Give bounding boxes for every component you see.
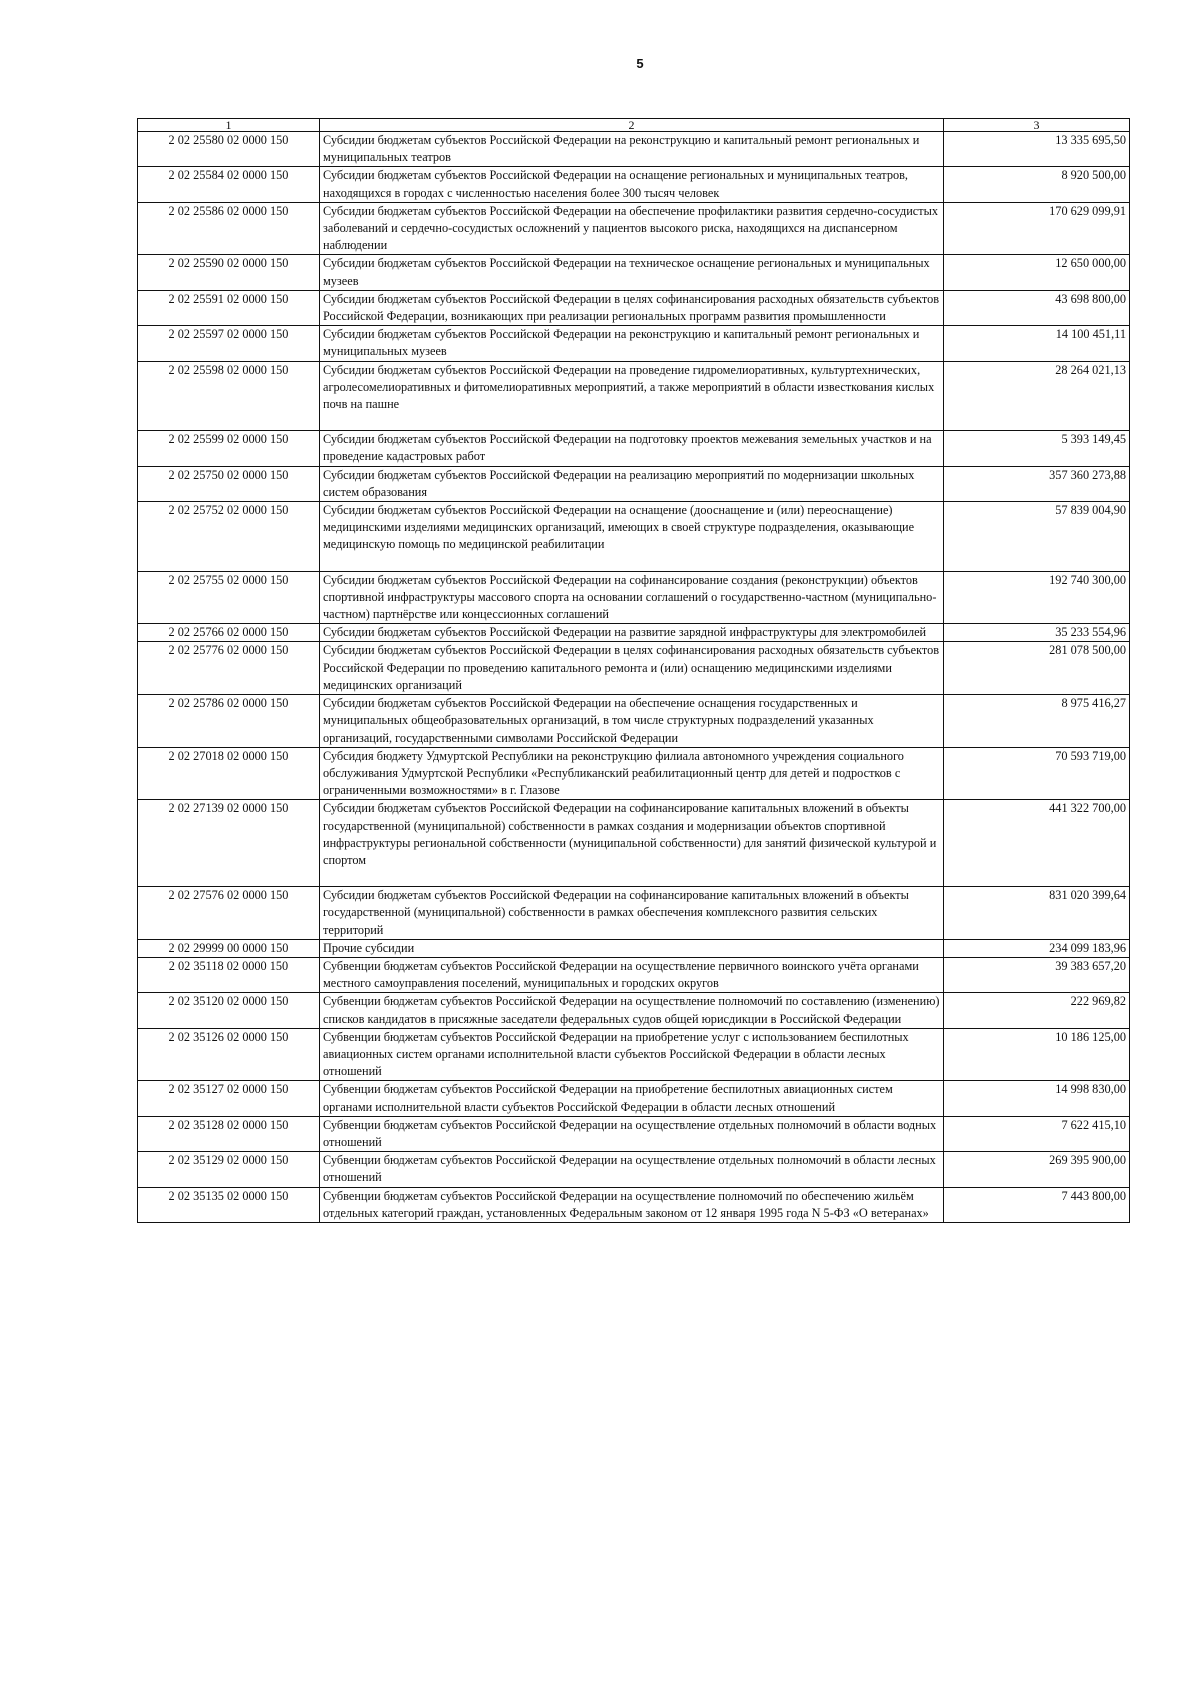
budget-code-cell: 2 02 25590 02 0000 150 bbox=[138, 255, 320, 290]
table-row bbox=[138, 1028, 1130, 1081]
budget-code-cell: 2 02 35120 02 0000 150 bbox=[138, 993, 320, 1028]
description-cell: Субвенции бюджетам субъектов Российской Федерации на осуществление отдельных полномочий в области водных отношений bbox=[320, 1116, 944, 1151]
budget-code-cell: 2 02 35128 02 0000 150 bbox=[138, 1116, 320, 1151]
description-cell: Субвенции бюджетам субъектов Российской Федерации на осуществление полномочий по составлению (изменению) списков кандидатов в присяжные заседатели федеральных судов общей юрисдикции в Российской Федерации bbox=[320, 993, 944, 1028]
amount-cell: 170 629 099,91 bbox=[944, 202, 1130, 255]
table-row bbox=[138, 290, 1130, 325]
description-cell: Субсидия бюджету Удмуртской Республики на реконструкцию филиала автономного учреждения социального обслуживания Удмуртской Республики «Республиканский реабилитационный центр для детей и подростков с ограниченными возможностями» в г. Глазове bbox=[320, 747, 944, 800]
amount-cell: 35 233 554,96 bbox=[944, 624, 1130, 642]
table-header-row bbox=[138, 119, 1130, 132]
table-row bbox=[138, 326, 1130, 361]
description-cell: Субсидии бюджетам субъектов Российской Федерации на софинансирование создания (реконструкции) объектов спортивной инфраструктуры массового спорта на основании соглашений о государственно-частном (муниципально-частном) партнёрстве или концессионных соглашений bbox=[320, 571, 944, 624]
table-row bbox=[138, 571, 1130, 624]
table-row bbox=[138, 502, 1130, 572]
table-row bbox=[138, 255, 1130, 290]
table-row bbox=[138, 695, 1130, 748]
budget-code-cell: 2 02 35129 02 0000 150 bbox=[138, 1152, 320, 1187]
amount-cell: 10 186 125,00 bbox=[944, 1028, 1130, 1081]
column-header-description: 2 bbox=[320, 119, 944, 132]
budget-code-cell: 2 02 25766 02 0000 150 bbox=[138, 624, 320, 642]
table-row bbox=[138, 202, 1130, 255]
budget-code-cell: 2 02 27018 02 0000 150 bbox=[138, 747, 320, 800]
description-cell: Субсидии бюджетам субъектов Российской Федерации на обеспечение профилактики развития сердечно-сосудистых заболеваний и сердечно-сосудистых осложнений у пациентов высокого риска, находящихся на диспансерном наблюдении bbox=[320, 202, 944, 255]
description-cell: Субсидии бюджетам субъектов Российской Федерации в целях софинансирования расходных обязательств субъектов Российской Федерации по проведению капитального ремонта и (или) оснащению медицинскими изделиями медицинских организаций bbox=[320, 642, 944, 695]
budget-code-cell: 2 02 25786 02 0000 150 bbox=[138, 695, 320, 748]
amount-cell: 12 650 000,00 bbox=[944, 255, 1130, 290]
table-row bbox=[138, 1187, 1130, 1222]
budget-code-cell: 2 02 27576 02 0000 150 bbox=[138, 887, 320, 940]
description-cell: Субвенции бюджетам субъектов Российской Федерации на осуществление полномочий по обеспечению жильём отдельных категорий граждан, установленных Федеральным законом от 12 января 1995 года N 5-ФЗ «О ветеранах» bbox=[320, 1187, 944, 1222]
amount-cell: 14 100 451,11 bbox=[944, 326, 1130, 361]
amount-cell: 357 360 273,88 bbox=[944, 466, 1130, 501]
description-cell: Субсидии бюджетам субъектов Российской Федерации на софинансирование капитальных вложений в объекты государственной (муниципальной) собственности в рамках создания и модернизации объектов спортивной инфраструктуры региональной собственности (муниципальной собственности) для занятий физической культурой и спортом bbox=[320, 800, 944, 887]
table-row bbox=[138, 624, 1130, 642]
description-cell: Субсидии бюджетам субъектов Российской Федерации на подготовку проектов межевания земельных участков и на проведение кадастровых работ bbox=[320, 431, 944, 466]
amount-cell: 831 020 399,64 bbox=[944, 887, 1130, 940]
budget-code-cell: 2 02 25755 02 0000 150 bbox=[138, 571, 320, 624]
table-row bbox=[138, 939, 1130, 957]
description-cell: Субсидии бюджетам субъектов Российской Федерации на реконструкцию и капитальный ремонт региональных и муниципальных театров bbox=[320, 132, 944, 167]
table-row bbox=[138, 887, 1130, 940]
table-row bbox=[138, 361, 1130, 431]
amount-cell: 192 740 300,00 bbox=[944, 571, 1130, 624]
budget-code-cell: 2 02 25776 02 0000 150 bbox=[138, 642, 320, 695]
amount-cell: 8 975 416,27 bbox=[944, 695, 1130, 748]
description-cell: Субсидии бюджетам субъектов Российской Федерации на реконструкцию и капитальный ремонт региональных и муниципальных музеев bbox=[320, 326, 944, 361]
description-cell: Субсидии бюджетам субъектов Российской Федерации на реализацию мероприятий по модернизации школьных систем образования bbox=[320, 466, 944, 501]
table-body bbox=[138, 132, 1130, 1223]
table-row bbox=[138, 431, 1130, 466]
description-cell: Субвенции бюджетам субъектов Российской Федерации на осуществление первичного воинского учёта органами местного самоуправления поселений, муниципальных и городских округов bbox=[320, 957, 944, 992]
budget-code-cell: 2 02 25598 02 0000 150 bbox=[138, 361, 320, 431]
budget-code-cell: 2 02 25750 02 0000 150 bbox=[138, 466, 320, 501]
amount-cell: 14 998 830,00 bbox=[944, 1081, 1130, 1116]
table-row bbox=[138, 642, 1130, 695]
table-row bbox=[138, 957, 1130, 992]
description-cell: Субсидии бюджетам субъектов Российской Федерации на проведение гидромелиоративных, культуртехнических, агролесомелиоративных и фитомелиоративных мероприятий, а также мероприятий в области известкования кислых почв на пашне bbox=[320, 361, 944, 431]
amount-cell: 57 839 004,90 bbox=[944, 502, 1130, 572]
amount-cell: 7 443 800,00 bbox=[944, 1187, 1130, 1222]
amount-cell: 28 264 021,13 bbox=[944, 361, 1130, 431]
budget-code-cell: 2 02 25586 02 0000 150 bbox=[138, 202, 320, 255]
column-header-amount: 3 bbox=[944, 119, 1130, 132]
amount-cell: 269 395 900,00 bbox=[944, 1152, 1130, 1187]
budget-code-cell: 2 02 35135 02 0000 150 bbox=[138, 1187, 320, 1222]
description-cell: Субсидии бюджетам субъектов Российской Федерации в целях софинансирования расходных обязательств субъектов Российской Федерации, возникающих при реализации региональных программ развития промышленности bbox=[320, 290, 944, 325]
amount-cell: 441 322 700,00 bbox=[944, 800, 1130, 887]
budget-code-cell: 2 02 25584 02 0000 150 bbox=[138, 167, 320, 202]
description-cell: Субсидии бюджетам субъектов Российской Федерации на развитие зарядной инфраструктуры для электромобилей bbox=[320, 624, 944, 642]
budget-code-cell: 2 02 25599 02 0000 150 bbox=[138, 431, 320, 466]
budget-code-cell: 2 02 35127 02 0000 150 bbox=[138, 1081, 320, 1116]
table-row bbox=[138, 800, 1130, 887]
amount-cell: 234 099 183,96 bbox=[944, 939, 1130, 957]
table-row bbox=[138, 1081, 1130, 1116]
description-cell: Субсидии бюджетам субъектов Российской Федерации на оснащение (дооснащение и (или) переоснащение) медицинскими изделиями медицинских организаций, имеющих в своей структуре подразделения, оказывающие медицинскую помощь по медицинской реабилитации bbox=[320, 502, 944, 572]
amount-cell: 13 335 695,50 bbox=[944, 132, 1130, 167]
amount-cell: 70 593 719,00 bbox=[944, 747, 1130, 800]
description-cell: Субсидии бюджетам субъектов Российской Федерации на оснащение региональных и муниципальных театров, находящихся в городах с численностью населения более 300 тысяч человек bbox=[320, 167, 944, 202]
page-number: 5 bbox=[636, 56, 644, 71]
description-cell: Субвенции бюджетам субъектов Российской Федерации на приобретение беспилотных авиационных систем органами исполнительной власти субъектов Российской Федерации в области лесных отношений bbox=[320, 1081, 944, 1116]
amount-cell: 43 698 800,00 bbox=[944, 290, 1130, 325]
table-row bbox=[138, 167, 1130, 202]
table-row bbox=[138, 132, 1130, 167]
amount-cell: 39 383 657,20 bbox=[944, 957, 1130, 992]
description-cell: Субсидии бюджетам субъектов Российской Федерации на софинансирование капитальных вложений в объекты государственной (муниципальной) собственности в рамках обеспечения комплексного развития сельских территорий bbox=[320, 887, 944, 940]
description-cell: Прочие субсидии bbox=[320, 939, 944, 957]
budget-code-cell: 2 02 27139 02 0000 150 bbox=[138, 800, 320, 887]
amount-cell: 222 969,82 bbox=[944, 993, 1130, 1028]
amount-cell: 281 078 500,00 bbox=[944, 642, 1130, 695]
description-cell: Субвенции бюджетам субъектов Российской Федерации на приобретение услуг с использованием беспилотных авиационных систем органами исполнительной власти субъектов Российской Федерации в области лесных отношений bbox=[320, 1028, 944, 1081]
budget-code-cell: 2 02 29999 00 0000 150 bbox=[138, 939, 320, 957]
budget-code-cell: 2 02 25591 02 0000 150 bbox=[138, 290, 320, 325]
amount-cell: 7 622 415,10 bbox=[944, 1116, 1130, 1151]
budget-code-cell: 2 02 35118 02 0000 150 bbox=[138, 957, 320, 992]
budget-code-cell: 2 02 25597 02 0000 150 bbox=[138, 326, 320, 361]
table-row bbox=[138, 1116, 1130, 1151]
amount-cell: 5 393 149,45 bbox=[944, 431, 1130, 466]
column-header-code: 1 bbox=[138, 119, 320, 132]
table-row bbox=[138, 747, 1130, 800]
table-row bbox=[138, 1152, 1130, 1187]
description-cell: Субсидии бюджетам субъектов Российской Федерации на техническое оснащение региональных и муниципальных музеев bbox=[320, 255, 944, 290]
description-cell: Субвенции бюджетам субъектов Российской Федерации на осуществление отдельных полномочий в области лесных отношений bbox=[320, 1152, 944, 1187]
budget-code-cell: 2 02 25580 02 0000 150 bbox=[138, 132, 320, 167]
budget-code-cell: 2 02 25752 02 0000 150 bbox=[138, 502, 320, 572]
budget-code-cell: 2 02 35126 02 0000 150 bbox=[138, 1028, 320, 1081]
table-row bbox=[138, 993, 1130, 1028]
budget-revenue-table bbox=[137, 118, 1130, 1223]
amount-cell: 8 920 500,00 bbox=[944, 167, 1130, 202]
description-cell: Субсидии бюджетам субъектов Российской Федерации на обеспечение оснащения государственных и муниципальных общеобразовательных организаций, в том числе структурных подразделений указанных организаций, государственными символами Российской Федерации bbox=[320, 695, 944, 748]
table-row bbox=[138, 466, 1130, 501]
